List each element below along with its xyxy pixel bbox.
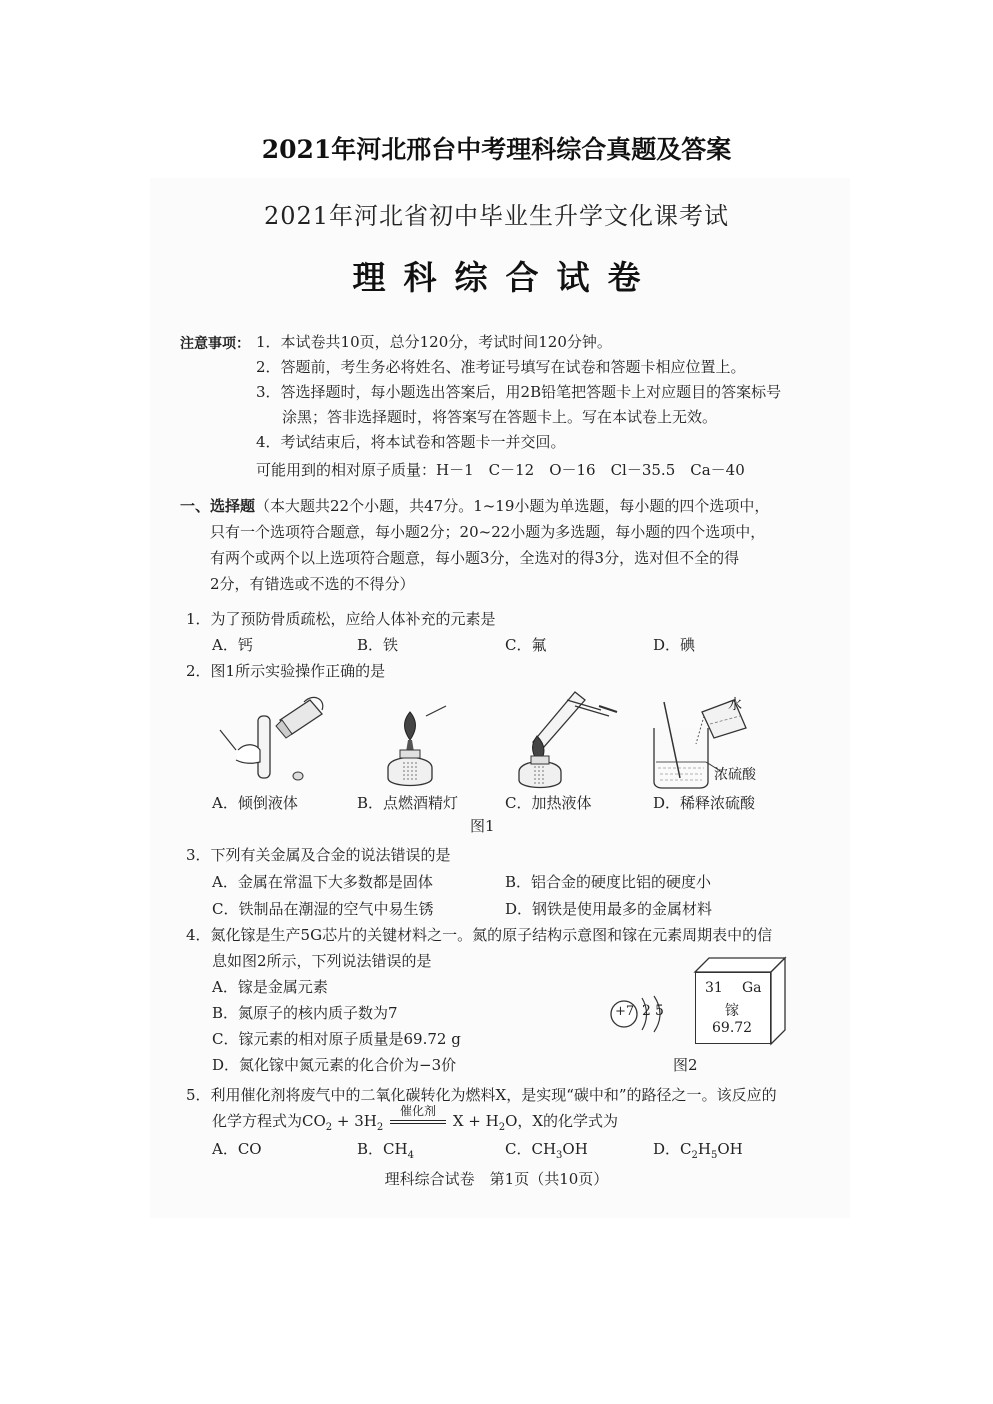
q1-option-d: D．碘: [653, 636, 696, 654]
acid-label: 浓硫酸: [714, 767, 756, 783]
q3-option-c: C．铁制品在潮湿的空气中易生锈: [212, 900, 434, 918]
q1-option-c: C．氟: [505, 636, 547, 654]
q3-option-a: A．金属在常温下大多数都是固体: [212, 873, 433, 891]
water-label: 水: [728, 697, 742, 713]
figure-1-caption: 图1: [470, 817, 495, 835]
pouring-liquid-figure: [218, 690, 328, 790]
q5-option-a: A．CO: [212, 1140, 262, 1158]
q1-option-a: A．钙: [212, 636, 253, 654]
question-5-stem-line-1: 5．利用催化剂将废气中的二氧化碳转化为燃料X，是实现“碳中和”的路径之一。该反应的: [186, 1086, 777, 1104]
eq-mid: + 3H: [332, 1112, 377, 1130]
figure-2-caption: 图2: [673, 1056, 698, 1074]
q4-option-a: A．镓是金属元素: [212, 978, 328, 996]
gallium-name: 镓: [725, 1003, 739, 1019]
gallium-symbol: Ga: [742, 980, 762, 996]
q5-option-d: D．$C_2H_5OH$: [653, 1140, 743, 1161]
eq-end: O，X的化学式为: [505, 1112, 619, 1130]
nucleus-charge: +7: [615, 1004, 635, 1019]
question-3-stem: 3．下列有关金属及合金的说法错误的是: [186, 846, 451, 864]
section-1-line: 2分，有错选或不选的不得分）: [210, 575, 415, 593]
eq-prefix: 化学方程式为CO: [212, 1112, 326, 1130]
q2-option-d: D．稀释浓硫酸: [653, 794, 756, 812]
catalyst-label: 催化剂: [400, 1104, 437, 1118]
gallium-atomic-mass: 69.72: [712, 1020, 753, 1036]
q4-option-b: B．氮原子的核内质子数为7: [212, 1004, 398, 1022]
notice-item: 3．答选择题时，每小题选出答案后，用2B铅笔把答题卡上对应题目的答案标号: [256, 383, 782, 401]
lighting-alcohol-lamp-figure: [380, 706, 460, 792]
notice-label: 注意事项：: [180, 336, 250, 352]
exam-name: 2021年河北省初中毕业生升学文化课考试: [263, 202, 730, 230]
question-4-stem-line-1: 4．氮化镓是生产5G芯片的关键材料之一。氮的原子结构示意图和镓在元素周期表中的信: [186, 926, 773, 944]
document-title: 2021年河北邢台中考理科综合真题及答案: [261, 135, 732, 164]
gallium-atomic-number: 31: [705, 980, 723, 996]
page-footer: 理科综合试卷 第1页（共10页）: [384, 1170, 609, 1188]
q2-option-b: B．点燃酒精灯: [357, 794, 459, 812]
atomic-masses: 可能用到的相对原子质量：H－1 C－12 O－16 Cl－35.5 Ca－40: [256, 461, 745, 479]
q4-option-c: C．镓元素的相对原子质量是69.72 g: [212, 1030, 461, 1048]
section-1-label: 一、选择题: [180, 497, 256, 515]
section-1-intro: （本大题共22个小题，共47分。1~19小题为单选题，每小题的四个选项中，: [255, 497, 770, 515]
notice-item: 4．考试结束后，将本试卷和答题卡一并交回。: [256, 433, 566, 451]
question-5-equation: [212, 1104, 619, 1133]
notice-item: 涂黑；答非选择题时，将答案写在答题卡上。写在本试卷上无效。: [282, 408, 718, 426]
eq-sub: 2: [376, 1122, 384, 1133]
q2-option-a: A．倾倒液体: [212, 794, 298, 812]
question-2-stem: 2．图1所示实验操作正确的是: [186, 662, 386, 680]
eq-sub: 2: [498, 1122, 506, 1133]
section-1-line: 只有一个选项符合题意，每小题2分；20~22小题为多选题，每小题的四个选项中，: [210, 523, 766, 541]
q3-option-d: D．钢铁是使用最多的金属材料: [505, 900, 713, 918]
q5-option-c: C．$CH_3OH$: [505, 1140, 588, 1161]
shell-1-electrons: 2: [642, 1003, 651, 1019]
q3-option-b: B．铝合金的硬度比铝的硬度小: [505, 873, 712, 891]
shell-2-electrons: 5: [655, 1003, 664, 1019]
eq-sub: 2: [325, 1122, 333, 1133]
paper-title: 理科综合试卷: [352, 258, 659, 297]
q2-option-c: C．加热液体: [505, 794, 592, 812]
question-1-stem: 1．为了预防骨质疏松，应给人体补充的元素是: [186, 610, 496, 628]
eq-suffix: X + H: [452, 1112, 499, 1130]
section-1-header: [180, 495, 769, 516]
section-1-line: 有两个或两个以上选项符合题意，每小题3分，全选对的得3分，选对但不全的得: [210, 549, 740, 567]
q4-option-d: D．氮化镓中氮元素的化合价为−3价: [212, 1056, 457, 1074]
question-4-stem-line-2: 息如图2所示，下列说法错误的是: [212, 952, 432, 970]
q1-option-b: B．铁: [357, 636, 399, 654]
catalyst-arrow: [390, 1104, 446, 1130]
q5-option-b: B．$CH_4$: [357, 1140, 414, 1161]
heating-liquid-figure: [505, 686, 625, 792]
notice-item: 2．答题前，考生务必将姓名、准考证号填写在试卷和答题卡相应位置上。: [256, 358, 746, 376]
notice-item: 1．本试卷共10页，总分120分，考试时间120分钟。: [256, 333, 612, 351]
